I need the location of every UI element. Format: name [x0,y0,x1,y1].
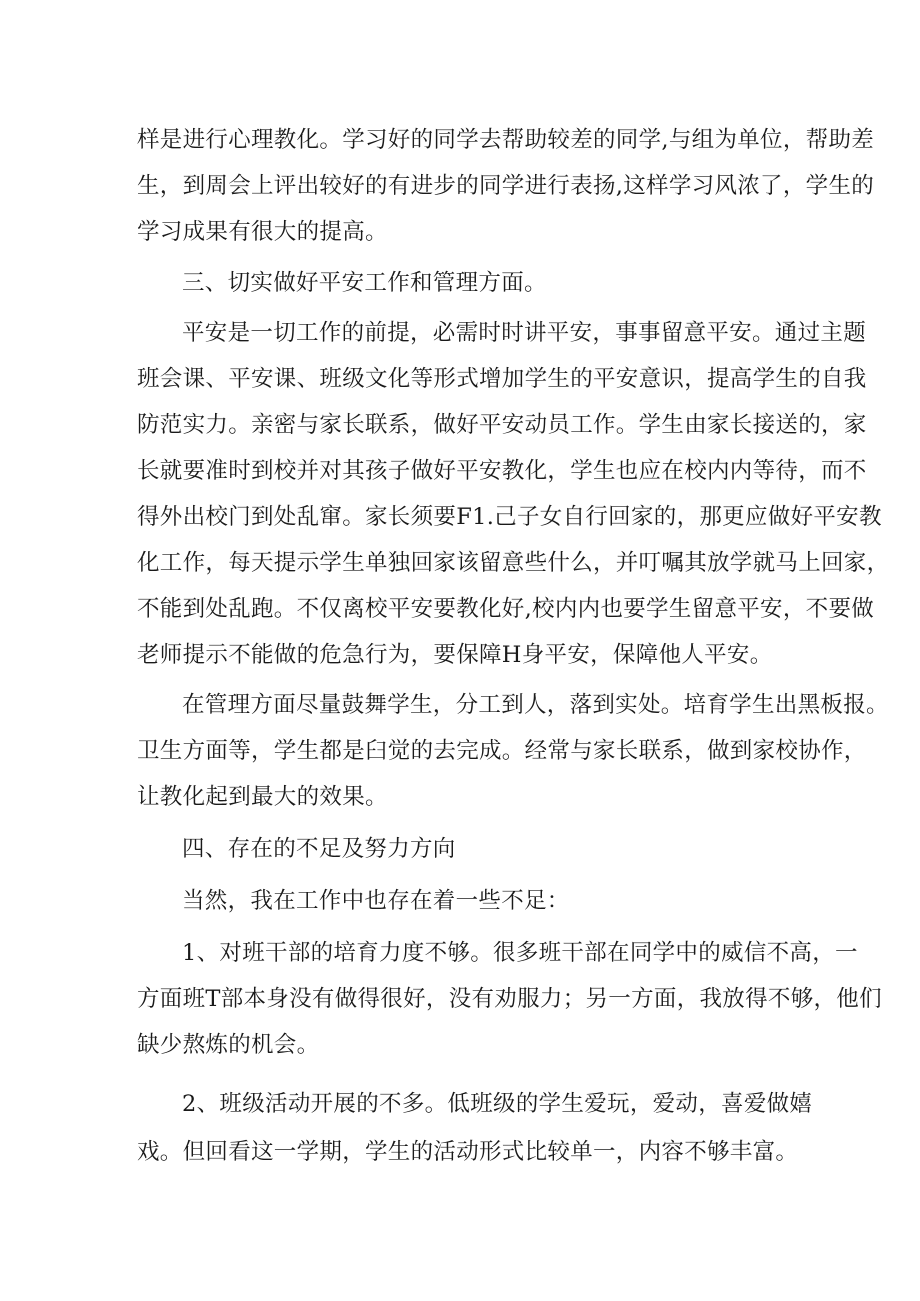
text-line: 卫生方面等，学生都是臼觉的去完成。经常与家长联系，做到家校协作， [137,738,867,764]
text-line: 生，到周会上评出较好的有进步的同学进行表扬,这样学习风浓了，学生的 [137,173,875,199]
text-line: 不能到处乱跑。不仅离校平安要教化好,校内内也要学生留意平安，不要做 [137,596,875,622]
text-line: 学习成果有很大的提高。 [137,219,388,245]
text-line: 得外出校门到处乱窜。家长须要F1.己子女自行回家的，那更应做好平安教 [137,504,882,530]
text-line: 在管理方面尽量鼓舞学生，分工到人，落到实处。培育学生出黑板报。 [182,692,889,718]
text-line: 方面班T部本身没有做得很好，没有劝服力；另一方面，我放得不够，他们 [137,986,882,1012]
list-item-1: 1、对班干部的培育力度不够。很多班干部在同学中的威信不高，一 [182,940,858,966]
text-line: 防范实力。亲密与家长联系，做好平安动员工作。学生由家长接送的，家 [137,412,867,438]
text-line: 样是进行心理教化。学习好的同学去帮助较差的同学,与组为单位，帮助差 [137,127,875,153]
section-heading-3: 三、切实做好平安工作和管理方面。 [182,270,547,296]
text-line: 当然，我在工作中也存在着一些不足： [182,888,570,914]
text-line: 让教化起到最大的效果。 [137,784,388,810]
text-line: 戏。但回看这一学期，学生的活动形式比较单一，内容不够丰富。 [137,1139,799,1165]
list-item-2: 2、班级活动开展的不多。低班级的学生爱玩，爱动，喜爱做嬉 [182,1091,813,1117]
text-line: 平安是一切工作的前提，必需时时讲平安，事事留意平安。通过主题 [182,320,867,346]
text-line: 老师提示不能做的危急行为，要保障H身平安，保障他人平安。 [137,642,773,668]
text-line: 缺少熬炼的机会。 [137,1032,320,1058]
section-heading-4: 四、存在的不足及努力方向 [182,836,456,862]
text-line: 长就要准时到校并对其孩子做好平安教化，学生也应在校内内等待，而不 [137,458,867,484]
text-line: 化工作，每天提示学生单独回家该留意些什么，并叮嘱其放学就马上回家， [137,550,890,576]
text-line: 班会课、平安课、班级文化等形式增加学生的平安意识，提高学生的自我 [137,366,867,392]
